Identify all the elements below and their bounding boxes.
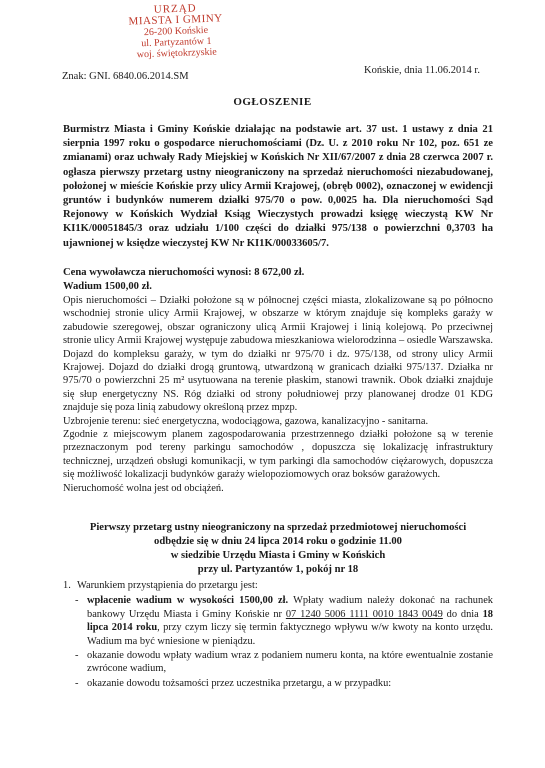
utilities-paragraph: Uzbrojenie terenu: sieć energetyczna, wodociągowa, gazowa, kanalizacyjno - sanitarna. <box>63 415 429 427</box>
conditions-number: 1. <box>63 580 71 591</box>
document-date: Końskie, dnia 11.06.2014 r. <box>364 65 480 76</box>
office-stamp <box>117 2 235 61</box>
condition-item <box>75 594 494 648</box>
list-dash: - <box>75 650 79 662</box>
auction-line-1: Pierwszy przetarg ustny nieograniczony na sprzedaż przedmiotowej nieruchomości <box>89 522 467 533</box>
document-title: OGŁOSZENIE <box>233 96 312 108</box>
list-dash: - <box>75 595 79 607</box>
condition-item <box>75 649 493 676</box>
price-block <box>63 266 493 294</box>
stamp-line-3: 26-200 Końskie <box>143 24 209 39</box>
list-dash: - <box>75 677 79 689</box>
conditions-list <box>63 579 493 691</box>
stamp-line-5: woj. świętokrzyskie <box>136 46 217 61</box>
stamp-line-4: ul. Partyzantów 1 <box>141 35 212 50</box>
deposit-text-2: do dnia <box>442 608 483 620</box>
stamp-line-1: URZĄD <box>153 2 197 16</box>
auction-announcement <box>63 521 493 577</box>
conditions-heading-text: Warunkiem przystąpienia do przetargu jest: <box>77 580 258 591</box>
property-description <box>63 294 493 495</box>
payment-proof-text: okazanie dowodu wpłaty wadium wraz z podaniem numeru konta, na które ewentualnie zostanie zwrócone wadium, <box>87 650 493 675</box>
deposit-text: Wpłaty wadium należy dokonać na rachunek bankowy Urzędu Miasta i Gminy Końskie nr <box>87 595 494 620</box>
identity-proof-text: okazanie dowodu tożsamości przez uczestnika przetargu, a w przypadku: <box>87 677 392 689</box>
conditions-items <box>63 594 493 690</box>
auction-line-4: przy ul. Partyzantów 1, pokój nr 18 <box>197 564 359 575</box>
conditions-heading <box>63 579 493 592</box>
deposit-text-3: , przy czym liczy się termin faktycznego wpływu w/w kwoty na konto urzędu. Wadium ma być wniesione w pieniądzu. <box>87 622 494 647</box>
deposit-deadline: 18 lipca 2014 roku <box>87 608 493 634</box>
deposit-amount: Wadium 1500,00 zł. <box>63 281 152 292</box>
zoning-paragraph: Zgodnie z miejscowym planem zagospodarowania przestrzennego działki położone są w terenie przeznaczonym pod tereny parkingu samochodów , dopuszcza się lokalizację infrastruktury technicznej, urządzeń obsługi komunikacji, w tym parkingi dla samochodów ciężarowych, dopuszcza się możliwość lokalizacji budynków garaży wielopoziomowych oraz boksów garażowych. <box>63 429 493 481</box>
auction-line-3: w siedzibie Urzędu Miasta i Gminy w Końskich <box>170 550 386 561</box>
encumbrance-paragraph: Nieruchomość wolna jest od obciążeń. <box>63 482 224 494</box>
intro-paragraph: Burmistrz Miasta i Gminy Końskie działając na podstawie art. 37 ust. 1 ustawy z dnia 21 sierpnia 1997 roku o gospodarce nieruchomościami (Dz. U. z 2010 roku Nr 102, poz. 651 ze zmianami) oraz uchwały Rady Miejskiej w Końskich Nr XII/67/2007 z dnia 28 czerwca 2007 r. ogłasza pierwszy przetarg ustny nieograniczony na sprzedaż nieruchomości niezabudowanej, położonej w mieście Końskie przy ulicy Armii Krajowej, (obręb 0002), oznaczonej w ewidencji gruntów i budynków numerem działki 975/70 o pow. 0,0025 ha. Dla nieruchomości Sąd Rejonowy w Końskich Wydział Ksiąg Wieczystych prowadzi księgę wieczystą KW Nr KI1K/00051845/3 oraz udziału 1/100 części do działki 975/138 o powierzchni 0,3703 ha ujawnionej w księdze wieczystej KW Nr KI1K/00033605/7. <box>63 124 493 249</box>
document-reference: Znak: GNI. 6840.06.2014.SM <box>62 71 189 82</box>
stamp-line-2: MIASTA I GMINY <box>128 12 223 28</box>
description-paragraph: Opis nieruchomości – Działki położone są w północnej części miasta, zlokalizowane są po północno wschodniej stronie ulicy Armii Krajowej, w obszarze w którym znajduje się kompleks garaży w zabudowie szeregowej, obszar ograniczony ulicą Armii Krajowej i linią kolejową. Po przeciwnej stronie ulicy Armii Krajowej występuje zabudowa mieszkaniowa wielorodzinna – osiedle Warszawska. Dojazd do kompleksu garaży, w tym do działki nr 975/70 i dz. 975/138, od strony ulicy Armii Krajowej. Dojazd do działki drogą gruntową, utwardzoną w granicach działki 975/137. Działka nr 975/70 o powierzchni 25 m² usytuowana na terenie płaskim, stanowi trawnik. Obok działki znajduje się słup energetyczny NS. Róg działki od strony południowej przy planowanej drodze 01 KDG znajduje się poza linią zabudowy określoną przez mpzp. <box>63 295 493 414</box>
bank-account-number: 07 1240 5006 1111 0010 1843 0049 <box>285 608 443 620</box>
condition-item <box>75 677 493 690</box>
deposit-requirement: wpłacenie wadium w wysokości 1500,00 zł. <box>87 595 289 607</box>
auction-line-2: odbędzie się w dniu 24 lipca 2014 roku o godzinie 11.00 <box>154 536 402 547</box>
starting-price: Cena wywoławcza nieruchomości wynosi: 8 672,00 zł. <box>63 267 305 278</box>
